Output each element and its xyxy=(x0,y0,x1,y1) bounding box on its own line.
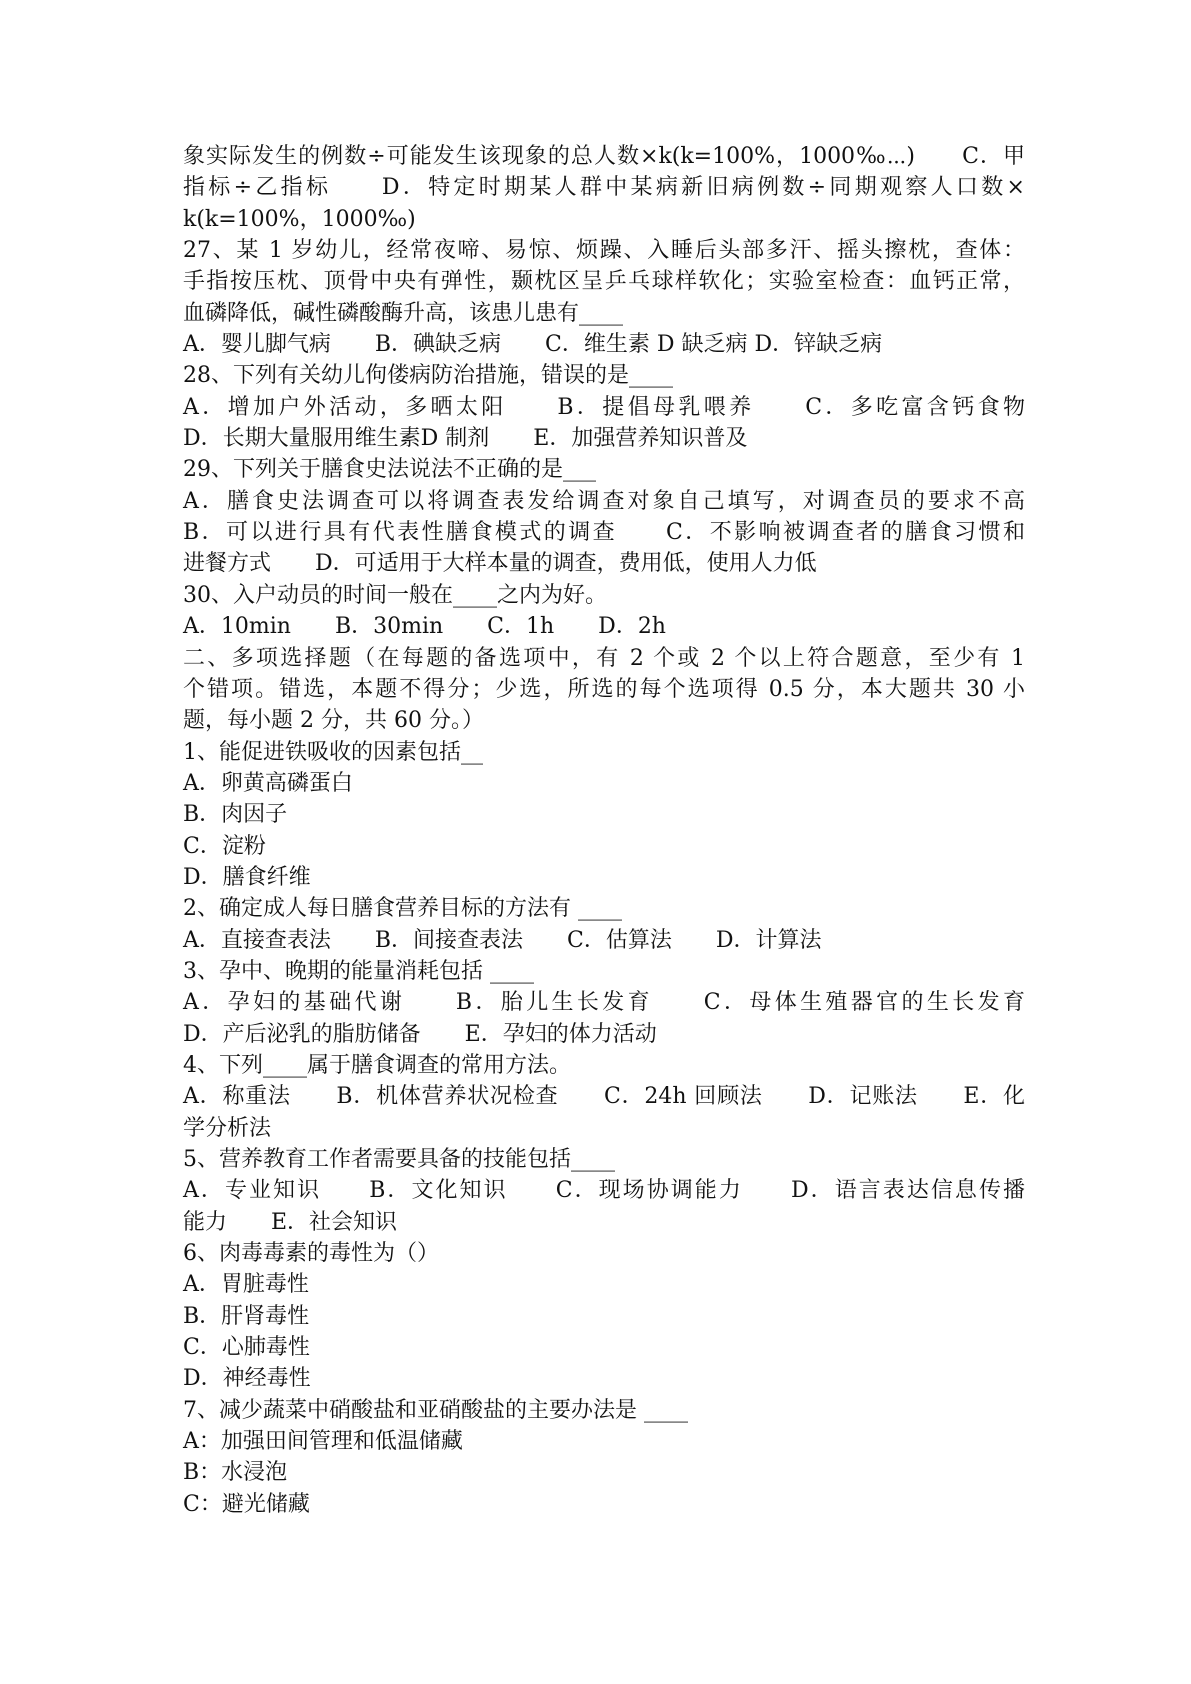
answer-option: B．肉因子 xyxy=(183,802,288,828)
answer-options: A．10min B．30min C．1h D．2h xyxy=(183,614,666,640)
question-7: 7、减少蔬菜中硝酸盐和亚硝酸盐的主要办法是 ____ xyxy=(183,1397,688,1423)
answer-options: A．婴儿脚气病 B．碘缺乏病 C．维生素 D 缺乏病 D．锌缺乏病 xyxy=(183,332,883,358)
answer-options: 进餐方式 D．可适用于大样本量的调查，费用低，使用人力低 xyxy=(183,551,817,577)
text-line: 指标÷乙指标 D．特定时期某人群中某病新旧病例数÷同期观察人口数× xyxy=(183,175,1025,201)
answer-options: A．直接查表法 B．间接查表法 C．估算法 D．计算法 xyxy=(183,927,822,953)
answer-options: A．孕妇的基础代谢 B．胎儿生长发育 C．母体生殖器官的生长发育 xyxy=(183,990,1025,1016)
section-heading: 二、多项选择题（在每题的备选项中，有 2 个或 2 个以上符合题意，至少有 1 xyxy=(183,645,1025,671)
answer-option: C：避光储藏 xyxy=(183,1491,310,1517)
question-1: 1、能促进铁吸收的因素包括__ xyxy=(183,739,483,765)
answer-option: A．卵黄高磷蛋白 xyxy=(183,770,353,796)
text-line: k(k=100%，1000‰) xyxy=(183,206,416,232)
answer-options: B．可以进行具有代表性膳食模式的调查 C．不影响被调查者的膳食习惯和 xyxy=(183,520,1025,546)
answer-option: A．胃脏毒性 xyxy=(183,1272,309,1298)
question-2: 2、确定成人每日膳食营养目标的方法有 ____ xyxy=(183,896,622,922)
answer-options: D．长期大量服用维生素D 制剂 E．加强营养知识普及 xyxy=(183,426,748,452)
answer-option: B：水浸泡 xyxy=(183,1460,288,1486)
answer-options: A．称重法 B．机体营养状况检查 C．24h 回顾法 D．记账法 E．化 xyxy=(183,1084,1025,1110)
text-line: 血磷降低，碱性磷酸酶升高，该患儿患有____ xyxy=(183,300,624,326)
question-30: 30、入户动员的时间一般在____之内为好。 xyxy=(183,582,607,608)
text-line: 手指按压枕、顶骨中央有弹性，颞枕区呈乒乓球样软化；实验室检查：血钙正常， xyxy=(183,269,1025,295)
question-27: 27、某 1 岁幼儿，经常夜啼、易惊、烦躁、入睡后头部多汗、摇头擦枕，查体： xyxy=(183,238,1025,264)
answer-option: A：加强田间管理和低温储藏 xyxy=(183,1429,463,1455)
text-line: 象实际发生的例数÷可能发生该现象的总人数×k(k=100%，1000‰⋯) C．甲 xyxy=(183,144,1025,169)
answer-options: A．专业知识 B．文化知识 C．现场协调能力 D．语言表达信息传播 xyxy=(183,1178,1025,1204)
question-29: 29、下列关于膳食史法说法不正确的是___ xyxy=(183,457,596,483)
answer-option: C．淀粉 xyxy=(183,833,266,859)
question-3: 3、孕中、晚期的能量消耗包括 ____ xyxy=(183,958,534,984)
answer-options: A．增加户外活动，多晒太阳 B．提倡母乳喂养 C．多吃富含钙食物 xyxy=(183,394,1025,420)
answer-options: 能力 E．社会知识 xyxy=(183,1209,398,1235)
answer-options: 学分析法 xyxy=(183,1115,272,1141)
question-5: 5、营养教育工作者需要具备的技能包括____ xyxy=(183,1147,615,1172)
answer-option: B．肝肾毒性 xyxy=(183,1303,310,1329)
section-heading: 个错项。错选，本题不得分；少选，所选的每个选项得 0.5 分，本大题共 30 小 xyxy=(183,676,1025,702)
answer-option: D．膳食纤维 xyxy=(183,864,311,890)
question-6: 6、肉毒毒素的毒性为（） xyxy=(183,1241,439,1267)
question-28: 28、下列有关幼儿佝偻病防治措施，错误的是____ xyxy=(183,363,673,389)
answer-options: A．膳食史法调查可以将调查表发给调查对象自己填写，对调查员的要求不高 xyxy=(183,488,1025,514)
answer-options: D．产后泌乳的脂肪储备 E．孕妇的体力活动 xyxy=(183,1021,657,1047)
answer-option: D．神经毒性 xyxy=(183,1366,311,1392)
section-heading: 题，每小题 2 分，共 60 分。） xyxy=(183,708,484,734)
question-4: 4、下列____属于膳食调查的常用方法。 xyxy=(183,1052,571,1078)
document-page xyxy=(183,141,1025,1520)
answer-option: C．心肺毒性 xyxy=(183,1335,310,1361)
